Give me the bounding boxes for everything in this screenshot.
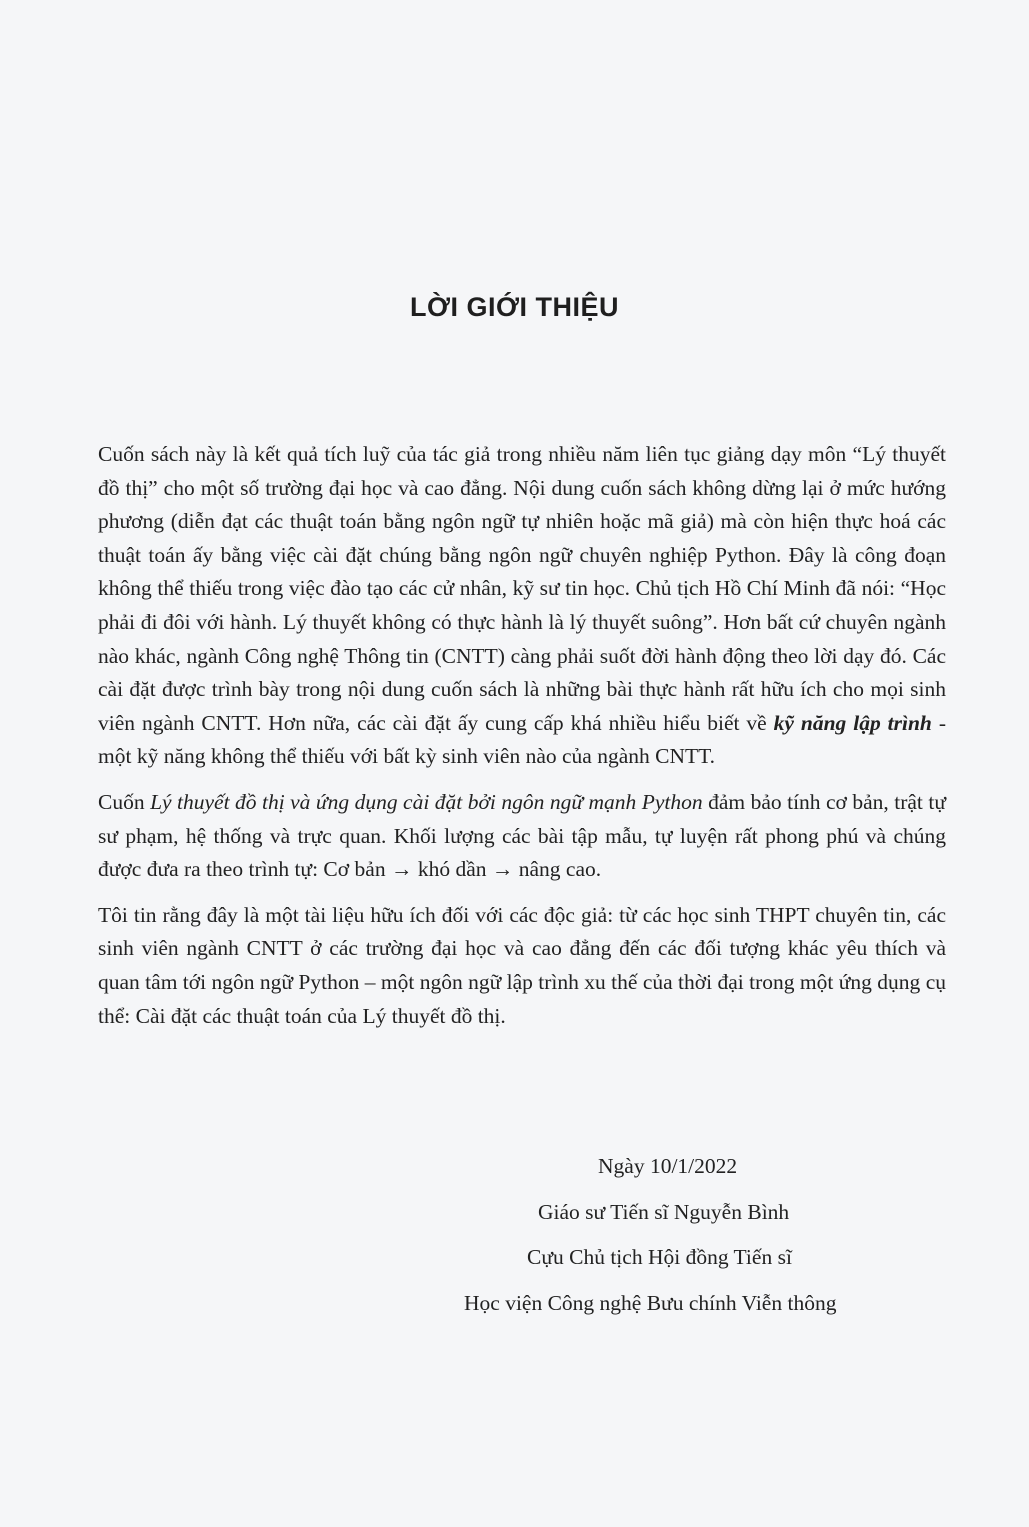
signature-name: Giáo sư Tiến sĩ Nguyễn Bình <box>538 1200 790 1224</box>
signature-date: Ngày 10/1/2022 <box>598 1154 738 1178</box>
paragraph-book-text-1: Cuốn <box>98 789 151 814</box>
paragraph-intro-emphasis: kỹ năng lập trình <box>773 710 932 735</box>
paragraph-intro-text-1: Cuốn sách này là kết quả tích luỹ của tác giả trong nhiều năm liên tục giảng dạy môn “Lý thuyết đồ thị” cho một số trường đại học và cao đẳng. Nội dung cuốn sách không dừng lại ở mức hướng phương (diễn đạt các thuật toán bằng ngôn ngữ tự nhiên hoặc mã giả) mà còn hiện thực hoá các thuật toán ấy bằng việc cài đặt chúng bằng ngôn ngữ chuyên nghiệp Python. Đây là công đoạn không thể thiếu trong việc đào tạo các cử nhân, kỹ sư tin học. Chủ tịch Hồ Chí Minh đã nói: “Học phải đi đôi với hành. Lý thuyết không có thực hành là lý thuyết suông”. Hơn bất cứ chuyên ngành nào khác, ngành Công nghệ Thông tin (CNTT) càng phải suốt đời hành động theo lời dạy đó. Các cài đặt được trình bày trong nội dung cuốn sách là những bài thực hành rất hữu ích cho mọi sinh viên ngành CNTT. Hơn nữa, các cài đặt ấy cung cấp khá nhiều hiểu biết về <box>98 442 946 735</box>
paragraph-intro-text-2: - một kỹ năng không thể thiếu với bất kỳ sinh viên nào của ngành CNTT. <box>98 710 946 769</box>
paragraph-intro <box>98 438 946 774</box>
paragraph-audience: Tôi tin rằng đây là một tài liệu hữu ích đối với các độc giả: từ các học sinh THPT chuyên tin, các sinh viên ngành CNTT ở các trường đại học và cao đẳng đến các đối tượng khác yêu thích và quan tâm tới ngôn ngữ Python – một ngôn ngữ lập trình xu thế của thời đại trong một ứng dụng cụ thể: Cài đặt các thuật toán của Lý thuyết đồ thị. <box>98 902 946 1028</box>
paragraph-book-text-2: đảm bảo tính cơ bản, trật tự sư phạm, hệ thống và trực quan. Khối lượng các bài tập mẫu, tự luyện rất phong phú và chúng được đưa ra theo trình tự: Cơ bản → khó dần → nâng cao. <box>98 789 946 882</box>
body-text <box>98 438 946 1033</box>
paragraph-book-title: Lý thuyết đồ thị và ứng dụng cài đặt bởi ngôn ngữ mạnh Python <box>150 789 703 814</box>
paragraph-book <box>98 786 946 887</box>
page-title: LỜI GIỚI THIỆU <box>409 292 620 322</box>
signature-position: Cựu Chủ tịch Hội đồng Tiến sĩ <box>527 1245 792 1269</box>
signature-institution: Học viện Công nghệ Bưu chính Viễn thông <box>464 1291 837 1315</box>
